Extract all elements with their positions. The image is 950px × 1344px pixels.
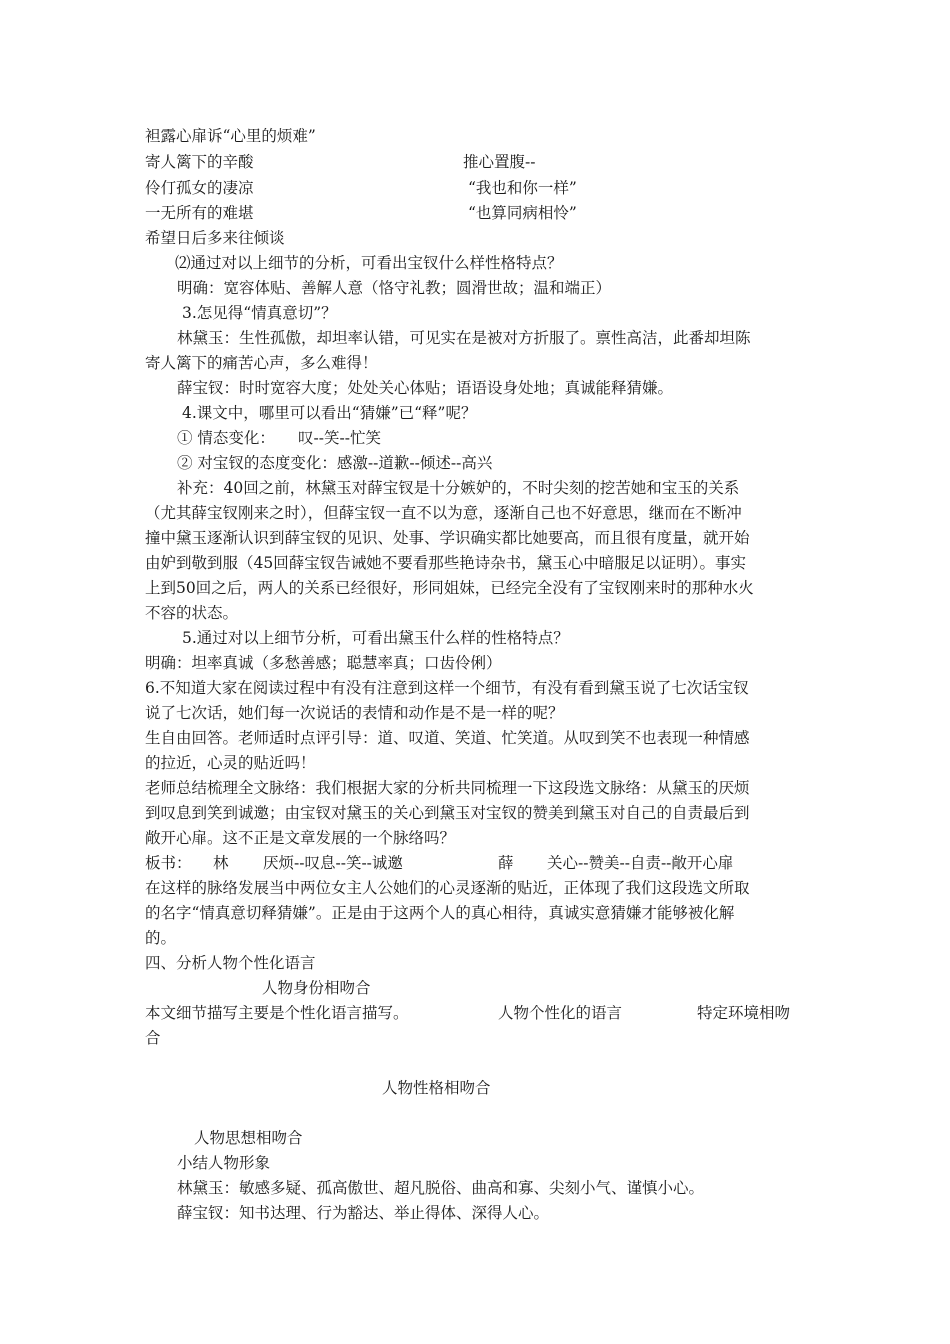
section-4-text: 本文细节描写主要是个性化语言描写。 (145, 1004, 409, 1022)
diagram-personality: 人物性格相吻合 (382, 1079, 491, 1097)
diagram-identity: 人物身份相吻合 (262, 979, 371, 997)
right-item: 推心置腹-- (463, 153, 536, 171)
diagram-center: 人物个性化的语言 (498, 1004, 623, 1022)
left-item: 寄人篱下的辛酸 (145, 153, 254, 171)
answer-5: 明确：坦率真诚（多愁善感；聪慧率真；口齿伶俐） (145, 654, 502, 672)
summary-daiyu: 林黛玉：敏感多疑、孤高傲世、超凡脱俗、曲高和寡、尖刻小气、谨慎小心。 (177, 1179, 705, 1197)
confide-heading: 袒露心扉诉“心里的烦难” (145, 127, 316, 145)
question-6-line: 说了七次话，她们每一次说话的表情和动作是不是一样的呢？ (145, 704, 564, 722)
section-4-heading: 四、分析人物个性化语言 (145, 954, 316, 972)
summary-baochai: 薛宝钗：知书达理、行为豁达、举止得体、深得人心。 (177, 1204, 550, 1222)
supplement-line: （尤其薛宝钗刚来之时），但薛宝钗一直不以为意，逐渐自己也不好意思，继而在不断冲 (145, 504, 742, 522)
summary-line: 老师总结梳理全文脉络：我们根据大家的分析共同梳理一下这段选文脉络：从黛玉的厌烦 (145, 779, 750, 797)
board-xue: 薛 (498, 854, 514, 872)
daiyu-analysis-line: 林黛玉：生性孤傲，却坦率认错，可见实在是被对方折服了。禀性高洁，此番却坦陈 (177, 329, 751, 347)
supplement-line: 补充：40回之前，林黛玉对薛宝钗是十分嫉妒的，不时尖刻的挖苦她和宝玉的关系 (177, 479, 740, 497)
diagram-environment: 特定环境相吻 (697, 1004, 791, 1022)
question-2: ⑵通过对以上细节的分析，可看出宝钗什么样性格特点？ (175, 254, 563, 272)
summary-heading: 小结人物形象 (177, 1154, 271, 1172)
change-item-2: ② 对宝钗的态度变化：感激--道歉--倾述--高兴 (177, 454, 493, 472)
question-3: 3.怎见得“情真意切”？ (182, 304, 337, 322)
supplement-line: 由妒到敬到服（45回薛宝钗告诫她不要看那些艳诗杂书，黛玉心中暗服足以证明）。事实 (145, 554, 746, 572)
answer-2: 明确：宽容体贴、善解人意（恪守礼教；圆滑世故；温和端正） (177, 279, 612, 297)
board-xue-flow: 关心--赞美--自责--敞开心扉 (547, 854, 734, 872)
board-lin: 林 (213, 854, 229, 872)
right-item: “我也和你一样” (468, 179, 577, 197)
confide-footer: 希望日后多来往倾谈 (145, 229, 285, 247)
board-label: 板书： (145, 854, 192, 872)
summary-line: 到叹息到笑到诚邀；由宝钗对黛玉的关心到黛玉对宝钗的赞美到黛玉对自己的自责最后到 (145, 804, 750, 822)
question-5: 5.通过对以上细节分析，可看出黛玉什么样的性格特点？ (182, 629, 569, 647)
conclusion-line: 的。 (145, 929, 177, 947)
summary-line: 敞开心扉。这不正是文章发展的一个脉络吗？ (145, 829, 456, 847)
daiyu-analysis-line: 寄人篱下的痛苦心声，多么难得！ (145, 354, 378, 372)
supplement-line: 不容的状态。 (145, 604, 239, 622)
response-line: 的拉近，心灵的贴近吗！ (145, 754, 316, 772)
left-item: 一无所有的难堪 (145, 204, 254, 222)
baochai-analysis: 薛宝钗：时时宽容大度；处处关心体贴；语语设身处地；真诚能释猜嫌。 (177, 379, 674, 397)
question-4: 4.课文中，哪里可以看出“猜嫌”已“释”呢？ (182, 404, 477, 422)
right-item: “也算同病相怜” (468, 204, 577, 222)
change-item-1-value: 叹--笑--忙笑 (298, 429, 381, 447)
supplement-line: 撞中黛玉逐渐认识到薛宝钗的见识、处事、学识确实都比她要高，而且很有度量，就开始 (145, 529, 750, 547)
board-lin-flow: 厌烦--叹息--笑--诚邀 (263, 854, 403, 872)
conclusion-line: 的名字“情真意切释猜嫌”。正是由于这两个人的真心相待，真诚实意猜嫌才能够被化解 (145, 904, 735, 922)
supplement-line: 上到50回之后，两人的关系已经很好，形同姐妹，已经完全没有了宝钗刚来时的那种水火 (145, 579, 754, 597)
response-line: 生自由回答。老师适时点评引导：道、叹道、笑道、忙笑道。从叹到笑不也表现一种情感 (145, 729, 750, 747)
diagram-environment-wrap: 合 (145, 1029, 161, 1047)
change-item-1-label: ① 情态变化： (177, 429, 275, 447)
diagram-thought: 人物思想相吻合 (194, 1129, 303, 1147)
question-6-line: 6.不知道大家在阅读过程中有没有注意到这样一个细节，有没有看到黛玉说了七次话宝钗 (145, 679, 749, 697)
conclusion-line: 在这样的脉络发展当中两位女主人公她们的心灵逐渐的贴近，正体现了我们这段选文所取 (145, 879, 750, 897)
left-item: 伶仃孤女的凄凉 (145, 179, 254, 197)
